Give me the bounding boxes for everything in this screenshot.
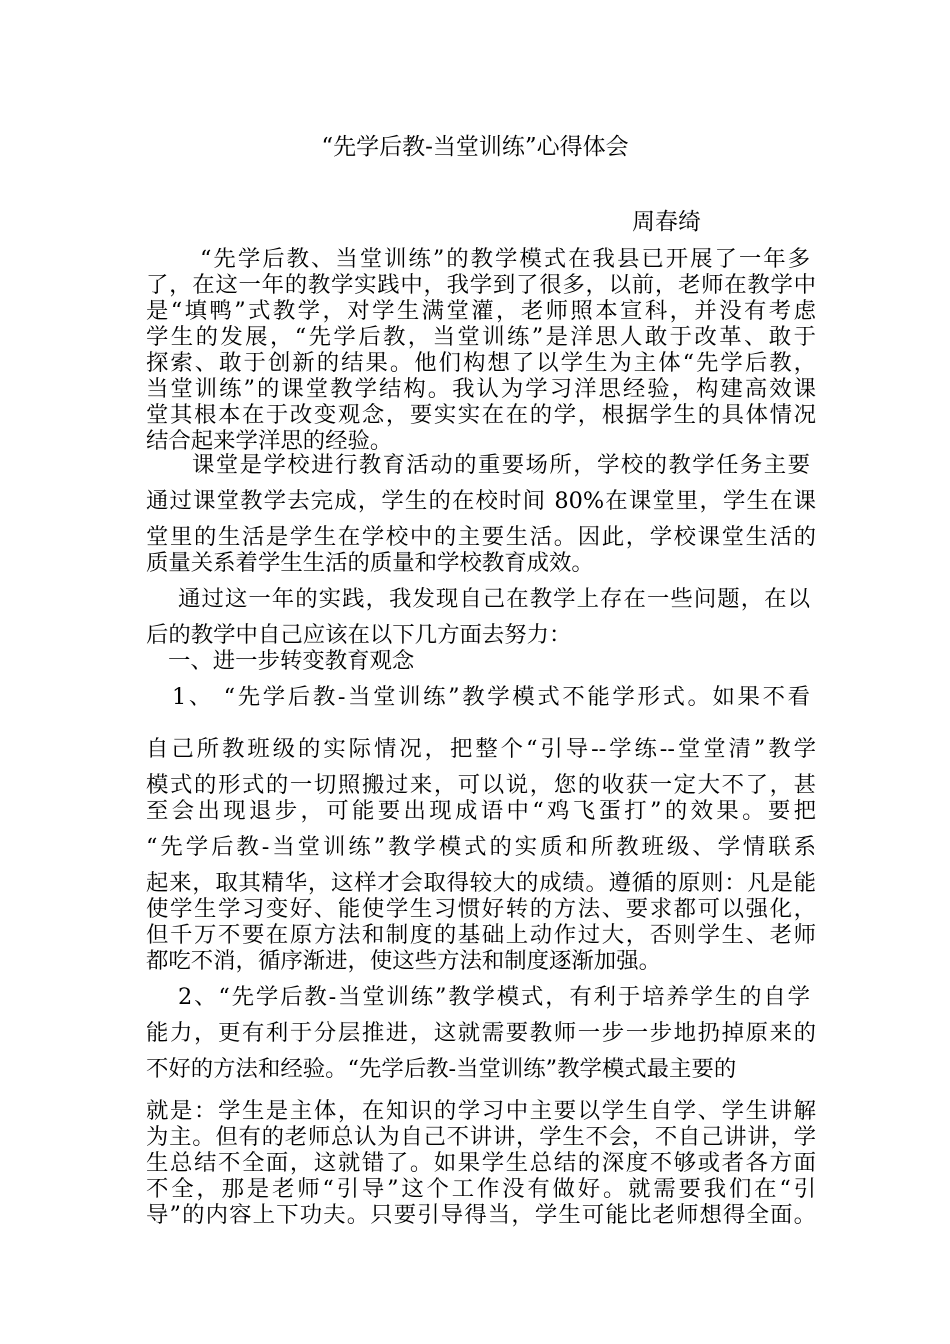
text-line: 自己所教班级的实际情况，把整个“引导--学练--堂堂清”教学	[146, 736, 816, 762]
text-line: 探索、敢于创新的结果。他们构想了以学生为主体“先学后教，	[146, 350, 816, 376]
text-line: 1、 “先学后教-当堂训练”教学模式不能学形式。如果不看	[172, 684, 810, 710]
text-line: 通过课堂教学去完成，学生的在校时间 80%在课堂里，学生在课	[146, 488, 816, 514]
text-line: 能力，更有利于分层推进，这就需要教师一步一步地扔掉原来的	[146, 1020, 816, 1046]
text-line: 至会出现退步，可能要出现成语中“鸡飞蛋打”的效果。要把	[146, 798, 816, 824]
text-line: “先学后教-当堂训练”教学模式的实质和所教班级、学情联系	[146, 834, 816, 860]
text-line: 后的教学中自己应该在以下几方面去努力：	[146, 622, 572, 648]
text-line: 质量关系着学生生活的质量和学校教育成效。	[146, 550, 594, 576]
text-line: 2、“先学后教-当堂训练”教学模式，有利于培养学生的自学	[178, 984, 810, 1010]
text-line: 通过这一年的实践，我发现自己在教学上存在一些问题，在以	[178, 586, 810, 612]
text-line: 当堂训练”的课堂教学结构。我认为学习洋思经验，构建高效课	[146, 376, 816, 402]
text-line: 了，在这一年的教学实践中，我学到了很多，以前，老师在教学中	[146, 272, 816, 298]
text-line: 学生的发展，“先学后教，当堂训练”是洋思人敢于改革、敢于	[146, 324, 816, 350]
text-line: 模式的形式的一切照搬过来，可以说，您的收获一定大不了，甚	[146, 772, 816, 798]
author-name: 周春绮	[632, 209, 701, 235]
text-line: 不好的方法和经验。“先学后教-当堂训练”教学模式最主要的	[146, 1056, 737, 1082]
text-line: 就是：学生是主体，在知识的学习中主要以学生自学、学生讲解	[146, 1098, 816, 1124]
text-line: 是“填鸭”式教学，对学生满堂灌，老师照本宣科，并没有考虑	[146, 298, 816, 324]
text-line: 不全，那是老师“引导”这个工作没有做好。就需要我们在“引	[146, 1176, 816, 1202]
text-line: 起来，取其精华，这样才会取得较大的成绩。遵循的原则：凡是能	[146, 870, 816, 896]
text-line: 堂其根本在于改变观念，要实实在在的学，根据学生的具体情况	[146, 402, 816, 428]
section-heading: 一、进一步转变教育观念	[168, 648, 415, 674]
text-line: 结合起来学洋思的经验。	[146, 428, 393, 454]
text-line: 但千万不要在原方法和制度的基础上动作过大，否则学生、老师	[146, 922, 816, 948]
text-line: 都吃不消，循序渐进，使这些方法和制度逐渐加强。	[146, 948, 661, 974]
text-line: 生总结不全面，这就错了。如果学生总结的深度不够或者各方面	[146, 1150, 816, 1176]
document-title: “先学后教-当堂训练”心得体会	[321, 134, 629, 160]
text-line: 导”的内容上下功夫。只要引导得当，学生可能比老师想得全面。	[146, 1202, 816, 1228]
text-line: 课堂是学校进行教育活动的重要场所，学校的教学任务主要	[192, 452, 810, 478]
text-line: 为主。但有的老师总认为自己不讲讲，学生不会，不自己讲讲，学	[146, 1124, 816, 1150]
text-line: “先学后教、当堂训练”的教学模式在我县已开展了一年多	[200, 246, 810, 272]
text-line: 使学生学习变好、能使学生习惯好转的方法、要求都可以强化，	[146, 896, 816, 922]
text-line: 堂里的生活是学生在学校中的主要生活。因此，学校课堂生活的	[146, 524, 816, 550]
